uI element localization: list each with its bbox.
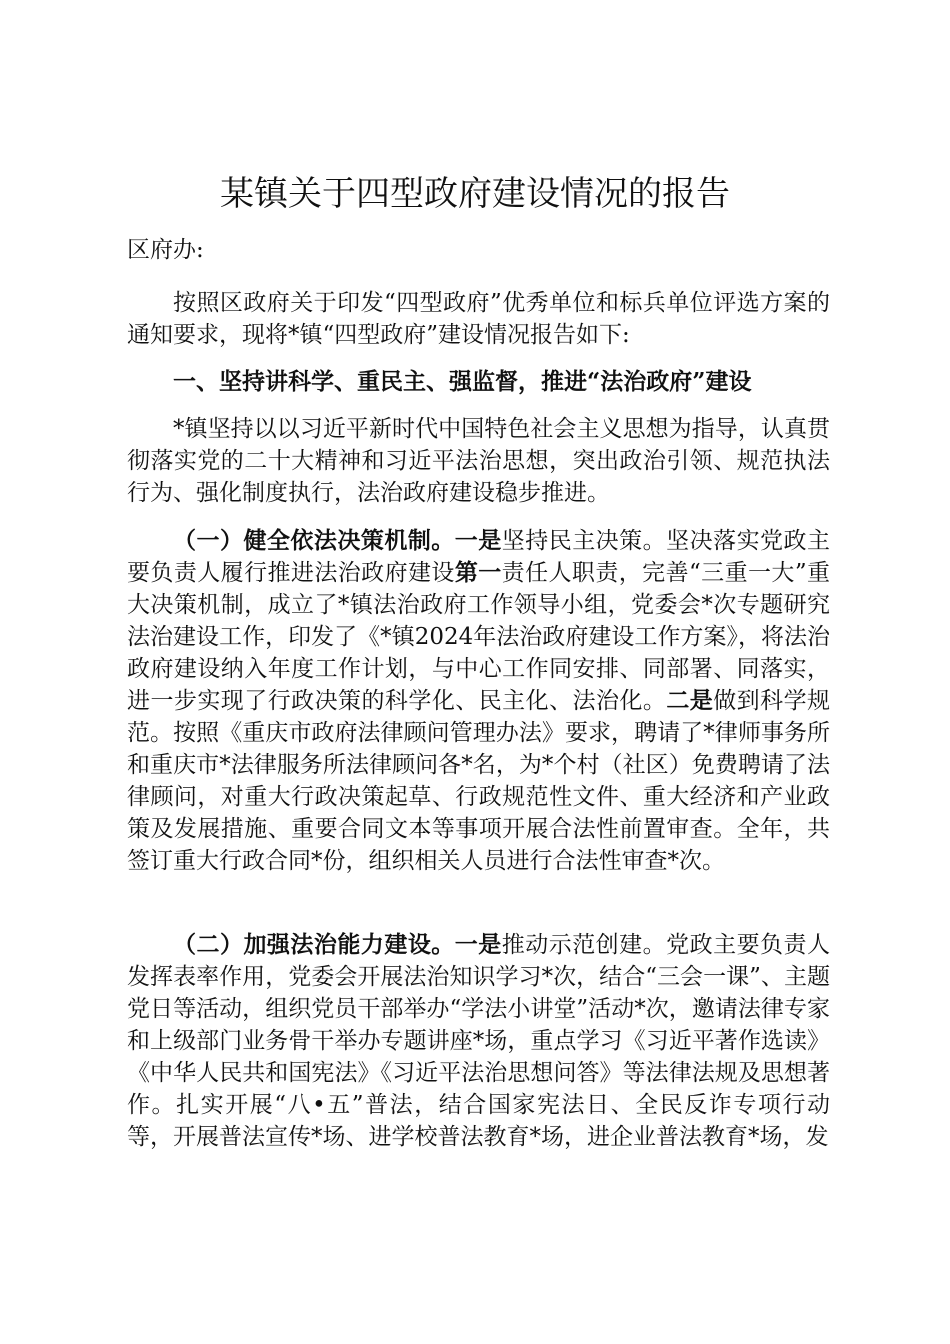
section-1-heading: 一、坚持讲科学、重民主、强监督，推进“法治政府”建设: [173, 368, 752, 395]
section-1-body: *镇坚持以以习近平新时代中国特色社会主义思想为指导，认真贯彻落实党的二十大精神和习近平法治思想，突出政治引领、规范执法行为、强化制度执行，法治政府建设稳步推进。: [127, 416, 830, 506]
intro-paragraph: 按照区政府关于印发“四型政府”优秀单位和标兵单位评选方案的通知要求，现将*镇“四型政府”建设情况报告如下:: [127, 290, 830, 348]
point-1-lead: 一是: [454, 527, 502, 554]
emphasis-first: 第一: [454, 559, 502, 586]
subsection-2-paragraph: [127, 929, 830, 1153]
sub2-point-1-text: 推动示范创建。党政主要负责人发挥表率作用，党委会开展法治知识学习*次，结合“三会一课”、主题党日等活动，组织党员干部举办“学法小讲堂”活动*次，邀请法律专家和上级部门业务骨干举办专题讲座*场，重点学习《习近平著作选读》《中华人民共和国宪法》《习近平法治思想问答》等法律法规及思想著作。扎实开展“八•五”普法，结合国家宪法日、全民反诈专项行动等，开展普法宣传*场、进学校普法教育*场，进企业普法教育*场，发: [127, 932, 831, 1150]
subsection-1-heading: （一）健全依法决策机制。: [173, 527, 455, 554]
subsection-1-paragraph: [127, 525, 830, 877]
point-2-text: 做到科学规范。按照《重庆市政府法律顾问管理办法》要求，聘请了*律师事务所和重庆市*法律服务所法律顾问各*名，为*个村（社区）免费聘请了法律顾问，对重大行政决策起草、行政规范性文件、重大经济和产业政策及发展措施、重要合同文本等事项开展合法性前置审查。全年，共签订重大行政合同*份，组织相关人员进行合法性审查*次。: [127, 688, 831, 874]
subsection-2-heading: （二）加强法治能力建设。: [173, 931, 455, 958]
addressee: 区府办:: [127, 237, 204, 263]
sub2-point-1-lead: 一是: [454, 931, 502, 958]
point-2-lead: 二是: [666, 687, 714, 714]
point-1-text: 坚持民主决策。坚决落实党政主要负责人履行推进法治政府建设: [127, 528, 831, 586]
point-1-text-cont: 责任人职责，完善“三重一大”重大决策机制，成立了*镇法治政府工作领导小组，党委会*次专题研究法治建设工作，印发了《*镇2024年法治政府建设工作方案》，将法治政府建设纳入年度工作计划，与中心工作同安排、同部署、同落实，进一步实现了行政决策的科学化、民主化、法治化。: [127, 560, 831, 714]
document-title: 某镇关于四型政府建设情况的报告: [220, 174, 730, 214]
